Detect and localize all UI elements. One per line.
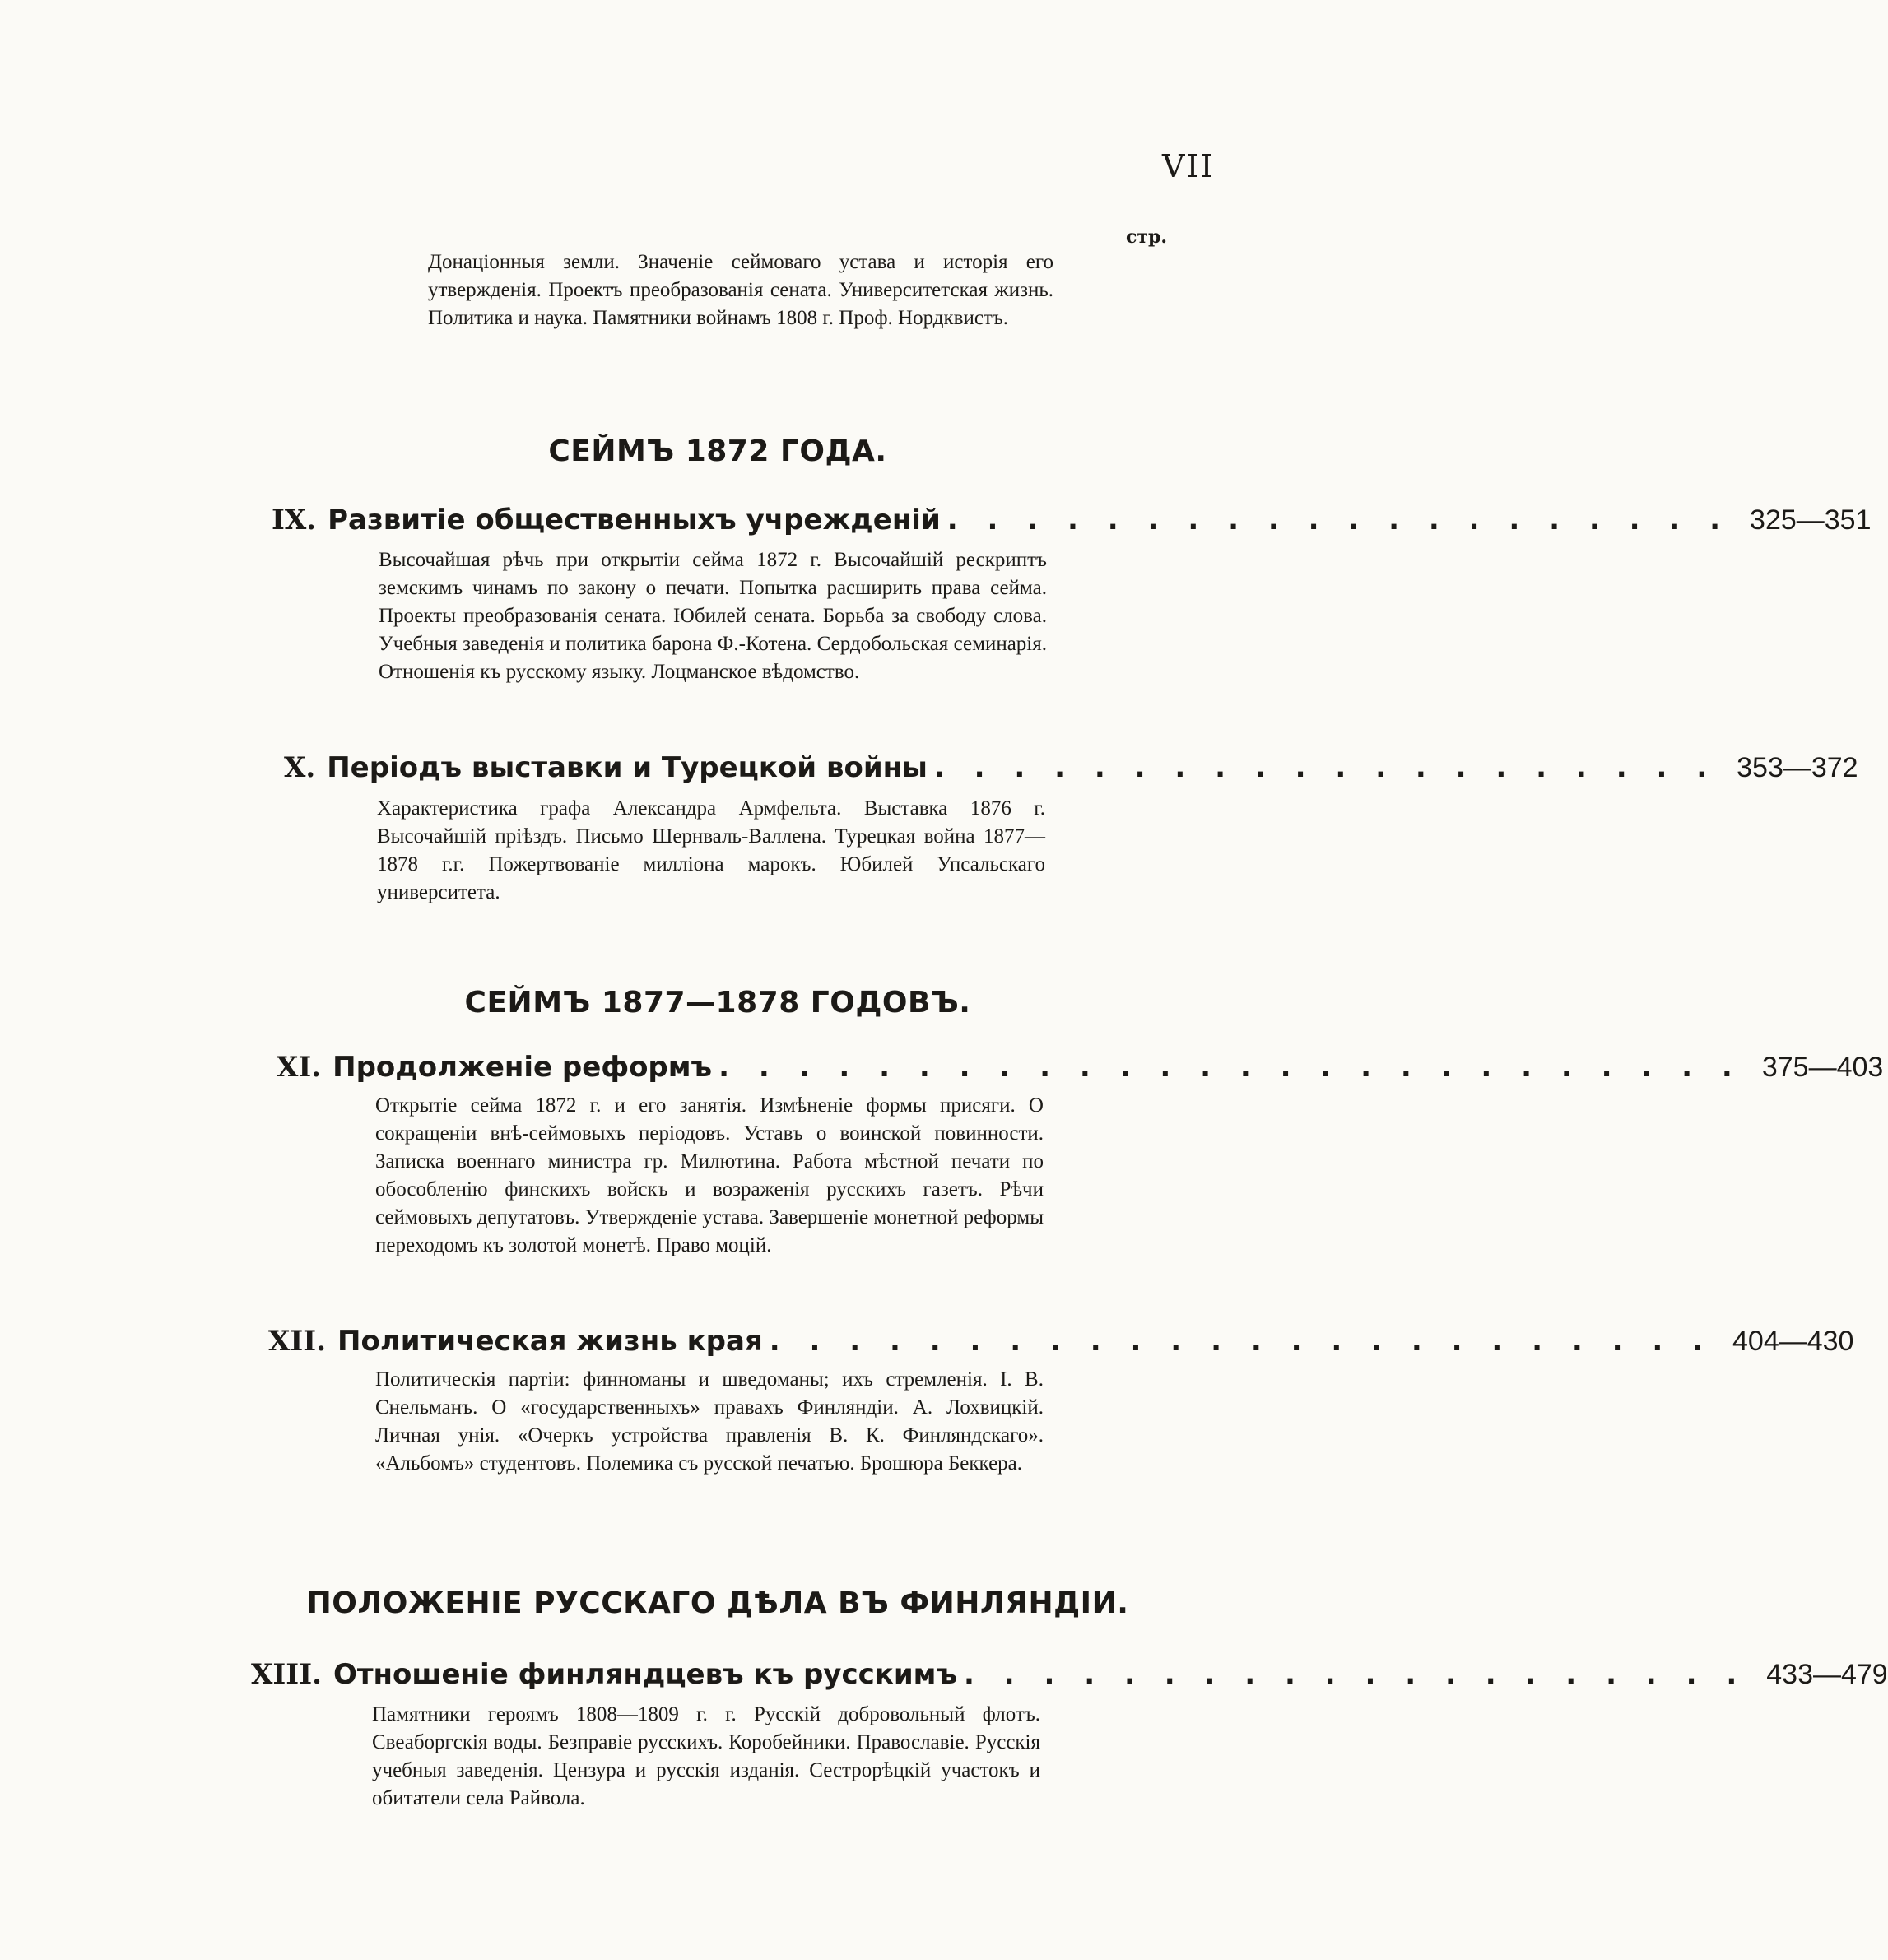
entry-pages: 375—403 <box>1761 1052 1884 1083</box>
page-number: VII <box>1162 148 1215 184</box>
pages-column-label: стр. <box>1126 226 1168 248</box>
section-heading-1877-1878: СЕЙМЪ 1877—1878 ГОДОВЪ. <box>464 986 971 1019</box>
entry-pages: 325—351 <box>1750 504 1872 536</box>
entry-pages: 353—372 <box>1737 752 1858 783</box>
entry-description-ix: Высочайшая рѣчь при открытіи сейма 1872 г. Высочайшій рескриптъ земскимъ чинамъ по закону о печати. Попытка расширить права сейма. Проекты преобразованія сената. Юбилей сената. Борьба за свободу слова. Учебныя заведенія и политика барона Ф.-Котена. Сердобольская семинарія. Отношенія къ русскому языку. Лоцманское вѣдомство. <box>379 549 1047 683</box>
entry-numeral: XII. <box>268 1325 327 1358</box>
entry-pages: 433—479 <box>1766 1659 1888 1690</box>
entry-numeral: X. <box>284 751 316 784</box>
entry-pages: 404—430 <box>1732 1326 1854 1357</box>
section-heading-russian-affairs: ПОЛОЖЕНІЕ РУССКАГО ДѢЛА ВЪ ФИНЛЯНДІИ. <box>306 1586 1129 1620</box>
entry-description-xii: Политическія партіи: финноманы и шведоманы; ихъ стремленія. I. В. Снельманъ. О «государственныхъ» правахъ Финляндіи. А. Лохвицкій. Личная унія. «Очеркъ устройства правленія В. К. Финляндскаго». «Альбомъ» студентовъ. Полемика съ русской печатью. Брошюра Беккера. <box>375 1368 1044 1475</box>
entry-title: Періодъ выставки и Турецкой войны <box>327 751 928 784</box>
toc-entry-x[interactable] <box>284 751 1858 792</box>
toc-entry-xi[interactable] <box>277 1051 1884 1092</box>
dot-leader: . . . . . . . . . . . . . . . . . . . . <box>933 751 1718 784</box>
entry-title: Политическая жизнь края <box>337 1325 763 1358</box>
intro-description: Донаціонныя земли. Значеніе сеймоваго устава и исторія его утвержденія. Проектъ преобразованія сената. Университетская жизнь. Политика и наука. Памятники войнамъ 1808 г. Проф. Нордквистъ. <box>428 251 1053 329</box>
toc-entry-xiii[interactable] <box>251 1658 1888 1699</box>
toc-entry-xii[interactable] <box>268 1325 1854 1366</box>
section-heading-1872: СЕЙМЪ 1872 ГОДА. <box>548 434 887 468</box>
entry-numeral: XI. <box>277 1051 322 1084</box>
entry-description-xiii: Памятники героямъ 1808—1809 г. г. Русскій добровольный флотъ. Свеаборгскія воды. Безправіе русскихъ. Коробейники. Православіе. Русскія учебныя заведенія. Цензура и русскія изданія. Сестрорѣцкій участокъ и обитатели села Райвола. <box>372 1703 1040 1809</box>
entry-description-xi: Открытіе сейма 1872 г. и его занятія. Измѣненіе формы присяги. О сокращеніи внѣ-сеймовыхъ періодовъ. Уставъ о воинской повинности. Записка военнаго министра гр. Милютина. Работа мѣстной печати по обособленію финскихъ войскъ и возраженія русскихъ газетъ. Рѣчи сеймовыхъ депутатовъ. Утвержденіе устава. Завершеніе монетной реформы переходомъ къ золотой монетѣ. Право моцій. <box>375 1094 1044 1256</box>
dot-leader: . . . . . . . . . . . . . . . . . . . . . . . . <box>769 1325 1714 1358</box>
entry-numeral: XIII. <box>251 1658 322 1691</box>
entry-title: Развитіе общественныхъ учрежденій <box>328 504 941 536</box>
dot-leader: . . . . . . . . . . . . . . . . . . . . <box>964 1658 1747 1691</box>
entry-title: Продолженіе реформъ <box>332 1051 713 1084</box>
toc-entry-ix[interactable] <box>272 504 1872 545</box>
dot-leader: . . . . . . . . . . . . . . . . . . . . . . . . . . <box>718 1051 1742 1084</box>
entry-description-x: Характеристика графа Александра Армфельта. Выставка 1876 г. Высочайшій пріѣздъ. Письмо Шернваль-Валлена. Турецкая война 1877—1878 г.г. Пожертвованіе милліона марокъ. Юбилей Упсальскаго университета. <box>377 797 1045 903</box>
entry-numeral: IX. <box>272 504 317 536</box>
entry-title: Отношеніе финляндцевъ къ русскимъ <box>332 1658 958 1691</box>
dot-leader: . . . . . . . . . . . . . . . . . . . . <box>946 504 1731 536</box>
